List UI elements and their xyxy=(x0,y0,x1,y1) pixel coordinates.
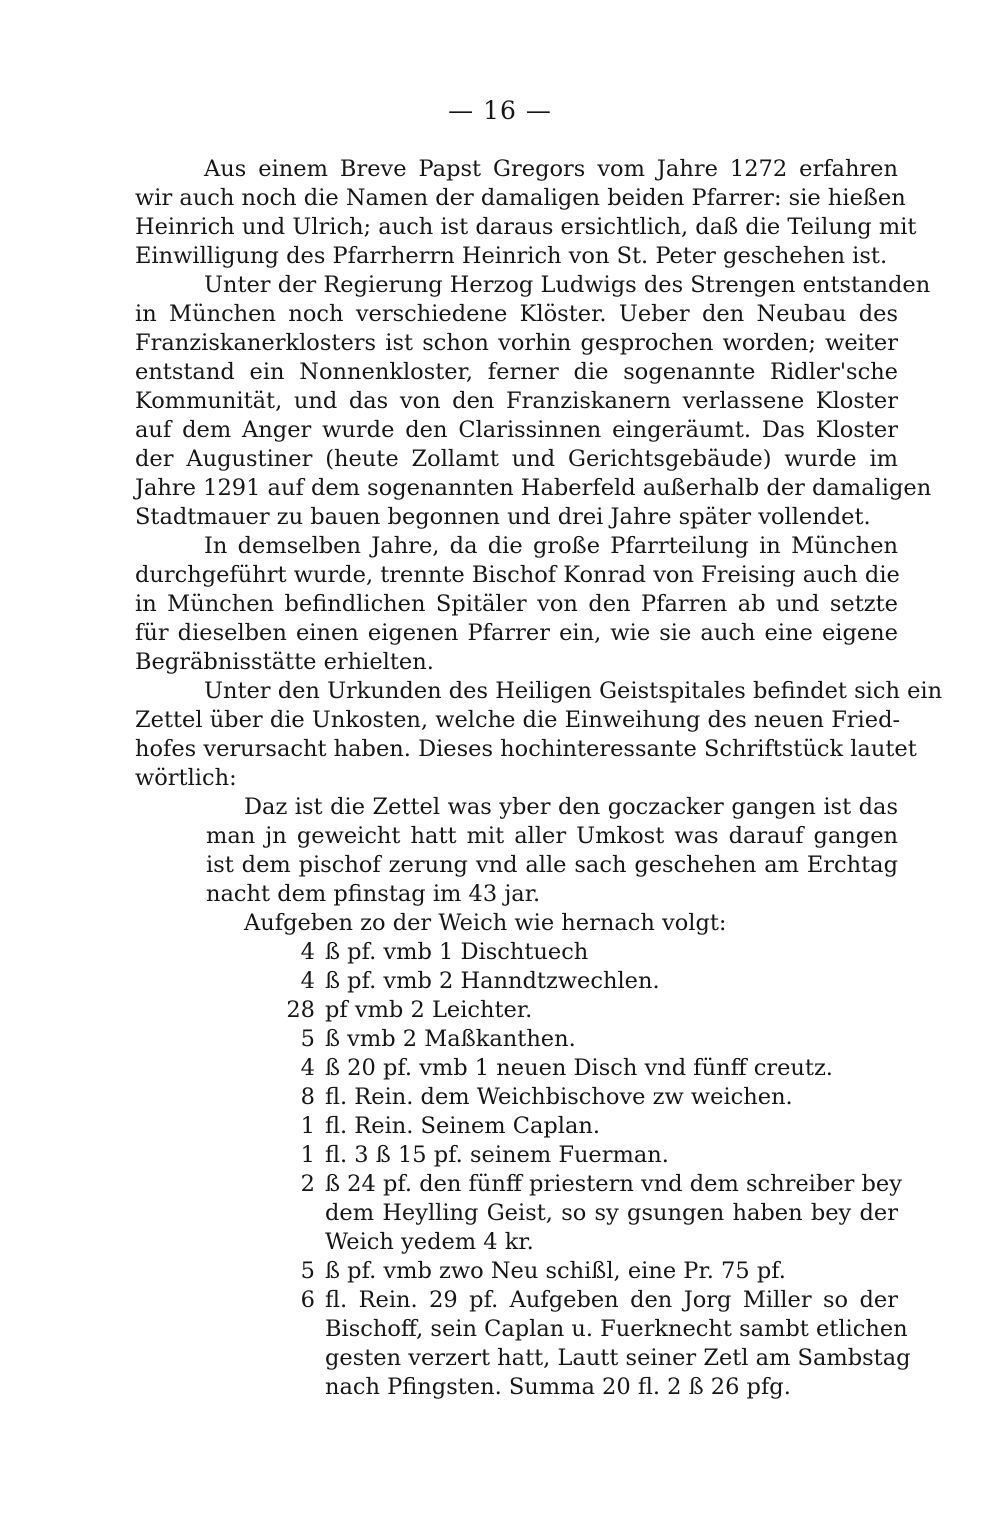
text-line: Begräbnisstätte erhielten. xyxy=(135,649,434,675)
text-line: der Augustiner (heute Zollamt und Gerichtsgebäude) wurde im xyxy=(135,446,898,472)
expense-text: ß vmb 2 Maßkanthen. xyxy=(325,1026,576,1052)
expense-text: ß pf. vmb zwo Neu schißl, eine Pr. 75 pf. xyxy=(325,1258,786,1284)
text-line: wörtlich: xyxy=(135,765,237,791)
expense-amount: 2 xyxy=(300,1171,315,1197)
expense-text: fl. 3 ß 15 pf. seinem Fuerman. xyxy=(325,1142,669,1168)
text-line: In demselben Jahre, da die große Pfarrteilung in München xyxy=(204,533,898,559)
expense-amount: 4 xyxy=(300,939,315,965)
expense-amount: 8 xyxy=(300,1084,315,1110)
expense-text: ß pf. vmb 1 Dischtuech xyxy=(325,939,589,965)
quote-line: ist dem pischof zerung vnd alle sach geschehen am Erchtag xyxy=(206,852,898,878)
text-line: Unter den Urkunden des Heiligen Geistspitales befindet sich ein xyxy=(204,678,943,704)
text-line: Zettel über die Unkosten, welche die Einweihung des neuen Fried- xyxy=(135,707,901,733)
expense-amount: 4 xyxy=(300,968,315,994)
text-line: für dieselben einen eigenen Pfarrer ein, wie sie auch eine eigene xyxy=(135,620,898,646)
text-line: hofes verursacht haben. Dieses hochinteressante Schriftstück lautet xyxy=(135,736,917,762)
text-line: Unter der Regierung Herzog Ludwigs des Strengen entstanden xyxy=(204,272,931,298)
text-line: auf dem Anger wurde den Clarissinnen eingeräumt. Das Kloster xyxy=(135,417,898,443)
expense-text: pf vmb 2 Leichter. xyxy=(325,997,533,1023)
expense-text: dem Heylling Geist, so sy gsungen haben bey der xyxy=(325,1200,898,1226)
text-line: in München befindlichen Spitäler von den Pfarren ab und setzte xyxy=(135,591,898,617)
expense-text: Bischoff, sein Caplan u. Fuerknecht sambt etlichen xyxy=(325,1316,908,1342)
expense-text: nach Pfingsten. Summa 20 fl. 2 ß 26 pfg. xyxy=(325,1374,791,1400)
expense-amount: 1 xyxy=(300,1142,315,1168)
text-line: Stadtmauer zu bauen begonnen und drei Jahre später vollendet. xyxy=(135,504,871,530)
expense-amount: 5 xyxy=(300,1258,315,1284)
expense-amount: 28 xyxy=(286,997,315,1023)
expense-text: fl. Rein. 29 pf. Aufgeben den Jorg Miller so der xyxy=(325,1287,898,1313)
text-line: entstand ein Nonnenkloster, ferner die sogenannte Ridler'sche xyxy=(135,359,898,385)
expense-text: ß 24 pf. den fünff priestern vnd dem schreiber bey xyxy=(325,1171,902,1197)
text-line: Kommunität, und das von den Franziskanern verlassene Kloster xyxy=(135,388,898,414)
quote-line: man jn geweicht hatt mit aller Umkost was darauf gangen xyxy=(206,823,898,849)
expenses-heading: Aufgeben zo der Weich wie hernach volgt: xyxy=(244,910,727,936)
expense-text: fl. Rein. Seinem Caplan. xyxy=(325,1113,601,1139)
expense-amount: 1 xyxy=(300,1113,315,1139)
text-line: Franziskanerklosters ist schon vorhin gesprochen worden; weiter xyxy=(135,330,898,356)
text-line: wir auch noch die Namen der damaligen beiden Pfarrer: sie hießen xyxy=(135,185,906,211)
text-line: Jahre 1291 auf dem sogenannten Haberfeld außerhalb der damaligen xyxy=(135,475,932,501)
quote-line: Daz ist die Zettel was yber den goczacker gangen ist das xyxy=(244,794,898,820)
expense-amount: 6 xyxy=(300,1287,315,1313)
text-line: Einwilligung des Pfarrherrn Heinrich von St. Peter geschehen ist. xyxy=(135,243,888,269)
text-line: in München noch verschiedene Klöster. Ueber den Neubau des xyxy=(135,301,898,327)
expense-amount: 5 xyxy=(300,1026,315,1052)
page-number: — 16 — xyxy=(448,96,552,125)
expense-amount: 4 xyxy=(300,1055,315,1081)
expense-text: ß pf. vmb 2 Hanndtzwechlen. xyxy=(325,968,660,994)
expense-text: ß 20 pf. vmb 1 neuen Disch vnd fünff creutz. xyxy=(325,1055,833,1081)
text-line: Heinrich und Ulrich; auch ist daraus ersichtlich, daß die Teilung mit xyxy=(135,214,917,240)
text-line: durchgeführt wurde, trennte Bischof Konrad von Freising auch die xyxy=(135,562,900,588)
quote-line: nacht dem pfinstag im 43 jar. xyxy=(206,881,541,907)
text-line: Aus einem Breve Papst Gregors vom Jahre 1272 erfahren xyxy=(204,156,898,182)
expense-text: fl. Rein. dem Weichbischove zw weichen. xyxy=(325,1084,793,1110)
expense-text: gesten verzert hatt, Lautt seiner Zetl am Sambstag xyxy=(325,1345,911,1371)
expense-text: Weich yedem 4 kr. xyxy=(325,1229,534,1255)
